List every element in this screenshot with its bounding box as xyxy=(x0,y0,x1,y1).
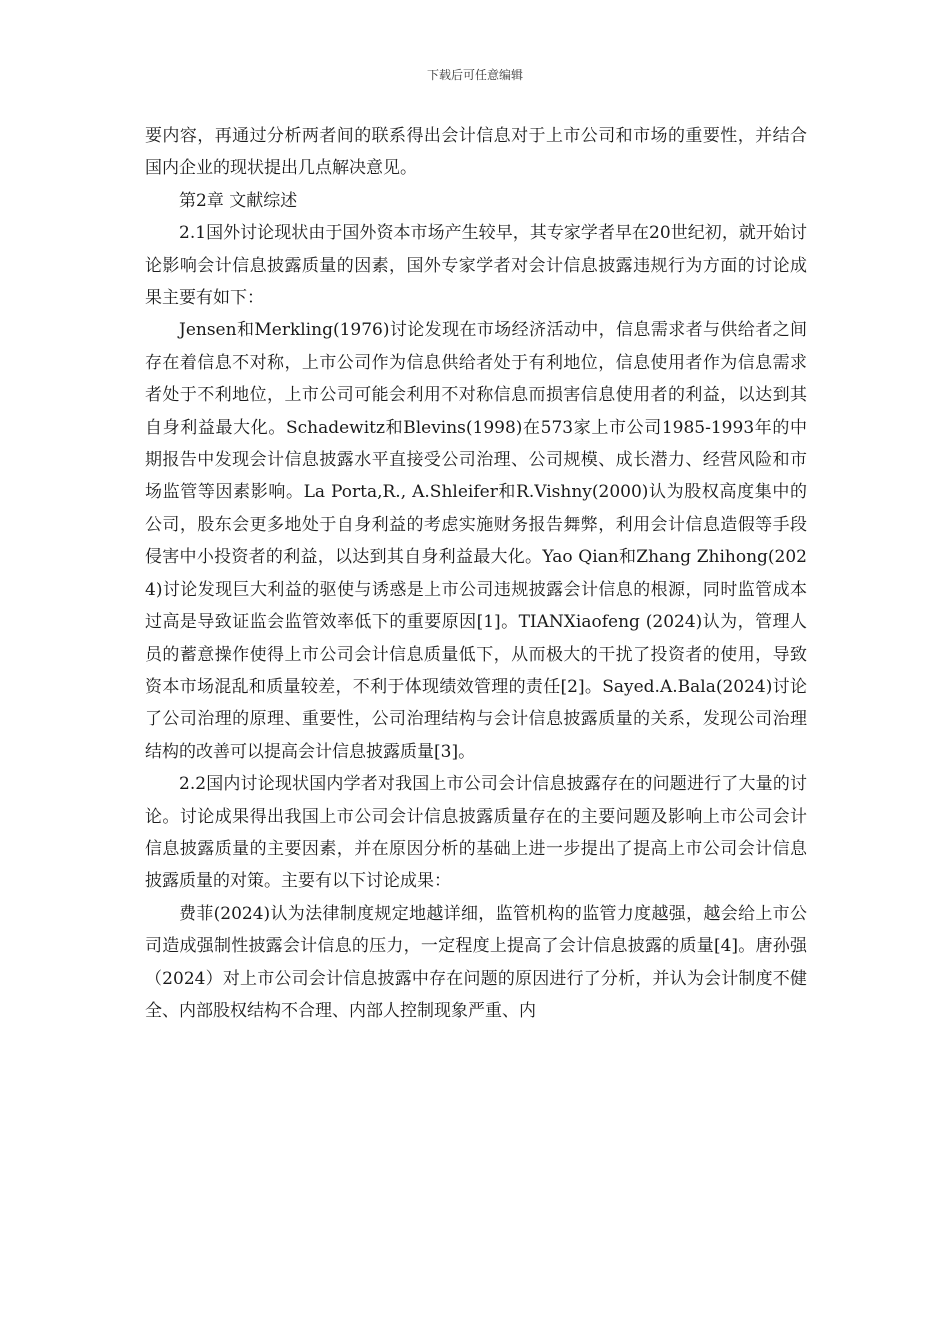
paragraph-intro-continuation: 要内容，再通过分析两者间的联系得出会计信息对于上市公司和市场的重要性，并结合国内企业的现状提出几点解决意见。 xyxy=(145,126,807,179)
page-header: 下载后可任意编辑 xyxy=(426,68,523,82)
document-body xyxy=(145,120,807,1027)
paragraph-domestic-research: 2.2国内讨论现状国内学者对我国上市公司会计信息披露存在的问题进行了大量的讨论。讨论成果得出我国上市公司会计信息披露质量存在的主要问题及影响上市公司会计信息披露质量的主要因素，并在原因分析的基础上进一步提出了提高上市公司会计信息披露质量的对策。主要有以下讨论成果： xyxy=(145,774,807,892)
paragraph-foreign-research: 2.1国外讨论现状由于国外资本市场产生较早，其专家学者早在20世纪初，就开始讨论影响会计信息披露质量的因素，国外专家学者对会计信息披露违规行为方面的讨论成果主要有如下： xyxy=(145,223,807,309)
paragraph-domestic-findings: 费菲(2024)认为法律制度规定地越详细，监管机构的监管力度越强，越会给上市公司造成强制性披露会计信息的压力，一定程度上提高了会计信息披露的质量[4]。唐孙强（2024）对上市公司会计信息披露中存在问题的原因进行了分析，并认为会计制度不健全、内部股权结构不合理、内部人控制现象严重、内 xyxy=(145,903,807,1021)
chapter-heading: 第2章 文献综述 xyxy=(179,190,298,211)
paragraph-foreign-findings: Jensen和Merkling(1976)讨论发现在市场经济活动中，信息需求者与供给者之间存在着信息不对称，上市公司作为信息供给者处于有利地位，信息使用者作为信息需求者处于不利地位，上市公司可能会利用不对称信息而损害信息使用者的利益，以达到其自身利益最大化。Schadewitz和Blevins(1998)在573家上市公司1985-1993年的中期报告中发现会计信息披露水平直接受公司治理、公司规模、成长潜力、经营风险和市场监管等因素影响。La Porta,R., A.Shleifer和R.Vishny(2000)认为股权高度集中的公司，股东会更多地处于自身利益的考虑实施财务报告舞弊，利用会计信息造假等手段侵害中小投资者的利益，以达到其自身利益最大化。Yao Qian和Zhang Zhihong(2024)讨论发现巨大利益的驱使与诱惑是上市公司违规披露会计信息的根源，同时监管成本过高是导致证监会监管效率低下的重要原因[1]。TIANXiaofeng (2024)认为，管理人员的蓄意操作使得上市公司会计信息质量低下，从而极大的干扰了投资者的使用，导致资本市场混乱和质量较差，不利于体现绩效管理的责任[2]。Sayed.A.Bala(2024)讨论了公司治理的原理、重要性，公司治理结构与会计信息披露质量的关系，发现公司治理结构的改善可以提高会计信息披露质量[3]。 xyxy=(145,320,807,762)
